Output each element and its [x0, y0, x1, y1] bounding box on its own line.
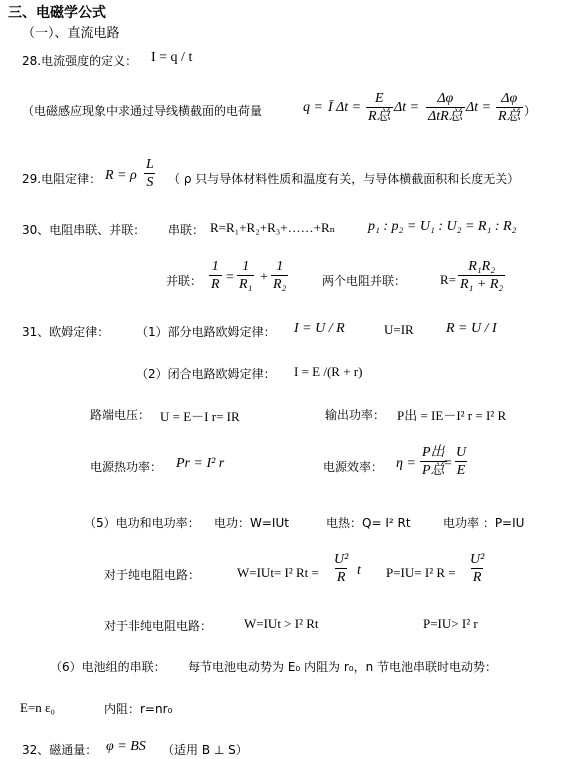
efficiency-frac2-num: U — [456, 445, 467, 460]
pure-w-formula: W=IUt= I² Rt = — [237, 565, 319, 580]
efficiency-frac2 — [454, 444, 468, 479]
output-label: 输出功率： — [325, 408, 386, 422]
item32-condition: （适用 B ⊥ S） — [162, 743, 248, 757]
item29-note: （ ρ 只与导体材料性质和温度有关，与导体横截面积和长度无关） — [168, 172, 520, 186]
note-frac2-num: Δφ — [437, 91, 454, 106]
ratio-formula: p₁ : p₂ = U₁ : U₂ = R₁ : R₂ — [368, 219, 517, 234]
item29-frac — [144, 156, 156, 191]
par-plus: + — [260, 270, 268, 285]
item28-label: 28.电流强度的定义： — [22, 54, 138, 68]
heat-formula: Pr = I² r — [176, 456, 225, 471]
series-formula: R=R₁+R₂+R₃+……+Rₙ — [210, 220, 336, 235]
par-lhs-frac — [209, 258, 222, 293]
part2-formula: I = E /(R + r) — [294, 364, 363, 379]
section-title: 三、电磁学公式 — [8, 5, 106, 21]
note-frac1 — [366, 90, 393, 125]
par-t1-frac — [237, 258, 254, 293]
note-dt3: Δt = — [466, 100, 492, 115]
nonpure-resistor-label: 对于非纯电阻电路： — [104, 619, 213, 633]
pure-w-frac-num: U² — [334, 552, 349, 567]
internal-resistance-formula: 内阻：r=nr₀ — [104, 702, 173, 716]
item29-formula-lhs: R = ρ — [105, 168, 137, 183]
par-eq: = — [226, 270, 234, 285]
pure-p-frac-num: U² — [470, 552, 485, 567]
part1-formula: I = U / R — [294, 321, 345, 336]
part1-label: （1）部分电路欧姆定律： — [136, 325, 276, 339]
pure-w-frac-den: R — [336, 570, 346, 585]
two-parallel-lhs: R= — [440, 272, 457, 287]
par-t2-den: R₂ — [273, 277, 287, 292]
two-parallel-den: R₁ + R₂ — [460, 277, 504, 292]
note-frac2-den: ΔtR总 — [428, 109, 463, 124]
efficiency-label: 电源效率： — [323, 460, 384, 474]
item32-label: 32、磁通量： — [22, 743, 98, 757]
emf-formula: E=n ε₀ — [20, 700, 56, 715]
par-t1-num: 1 — [242, 259, 250, 274]
note-frac1-den: R总 — [368, 109, 391, 124]
item28-formula: I = q / t — [151, 50, 193, 65]
item29-frac-den: S — [146, 175, 154, 190]
two-parallel-frac — [458, 258, 505, 293]
pure-w-frac — [332, 551, 350, 586]
power-formula: 电功率 ：P=IU — [443, 516, 525, 530]
note-dt: Δt = — [336, 100, 362, 115]
efficiency-frac1 — [420, 444, 447, 479]
note-frac3-den: R总 — [498, 109, 521, 124]
terminal-label: 路端电压： — [90, 408, 151, 422]
pure-resistor-label: 对于纯电阻电路： — [104, 568, 201, 582]
par-t2-frac — [271, 258, 288, 293]
note-frac3 — [496, 90, 523, 125]
efficiency-lhs: η = — [396, 456, 416, 471]
subsection-title: （一）、直流电路 — [22, 26, 120, 41]
output-formula: P出 = IE－I² r = I² R — [397, 408, 507, 423]
par-lhs-num: 1 — [211, 259, 219, 274]
note-open: （电磁感应现象中求通过导线横截面的电荷量 — [22, 104, 263, 118]
note-frac3-num: Δφ — [501, 91, 518, 106]
efficiency-frac1-num: P出 — [422, 445, 445, 460]
terminal-formula: U = E－I r= IR — [160, 409, 240, 424]
note-ibar: Ī — [328, 100, 333, 115]
part2-label: （2）闭合电路欧姆定律： — [136, 367, 276, 381]
work-formula: 电功：W=IUt — [214, 516, 289, 530]
heat-energy-formula: 电热：Q= I² Rt — [326, 516, 411, 530]
part1-r: R = U / I — [446, 321, 497, 336]
note-frac1-num: E — [375, 91, 384, 106]
pure-p-formula: P=IU= I² R = — [386, 565, 456, 580]
efficiency-frac1-den: P总 — [422, 463, 445, 478]
note-frac2 — [426, 90, 465, 125]
par-t1-den: R₁ — [239, 277, 253, 292]
two-parallel-num: R₁R₂ — [468, 259, 496, 274]
note-q: q = — [303, 100, 323, 115]
pure-w-t: t — [357, 563, 361, 578]
item29-frac-num: L — [146, 157, 154, 172]
item29-label: 29.电阻定律： — [22, 172, 102, 186]
part1-u: U=IR — [384, 322, 414, 337]
note-dt2: Δt = — [394, 100, 420, 115]
part6-label: （6）电池组的串联： — [50, 660, 166, 674]
item31-label: 31、欧姆定律： — [22, 325, 110, 339]
heat-label: 电源热功率： — [90, 460, 163, 474]
nonpure-w-formula: W=IUt > I² Rt — [244, 616, 319, 631]
two-parallel-label: 两个电阻并联： — [322, 274, 407, 288]
part5-label: （5）电功和电功率： — [84, 516, 200, 530]
item30-label: 30、电阻串联、并联： — [22, 223, 146, 237]
parallel-label: 并联： — [166, 274, 203, 288]
part6-text: 每节电池电动势为 E₀ 内阻为 r₀，n 节电池串联时电动势： — [188, 660, 498, 674]
series-label: 串联： — [168, 223, 205, 237]
pure-p-frac-den: R — [472, 570, 482, 585]
par-t2-num: 1 — [276, 259, 284, 274]
pure-p-frac — [468, 551, 486, 586]
efficiency-frac2-den: E — [456, 463, 466, 478]
efficiency-eq: = — [444, 456, 452, 471]
par-lhs-den: R — [211, 277, 220, 292]
note-close: ） — [524, 104, 537, 118]
nonpure-p-formula: P=IU> I² r — [423, 616, 478, 631]
item32-formula: φ = BS — [106, 739, 146, 754]
